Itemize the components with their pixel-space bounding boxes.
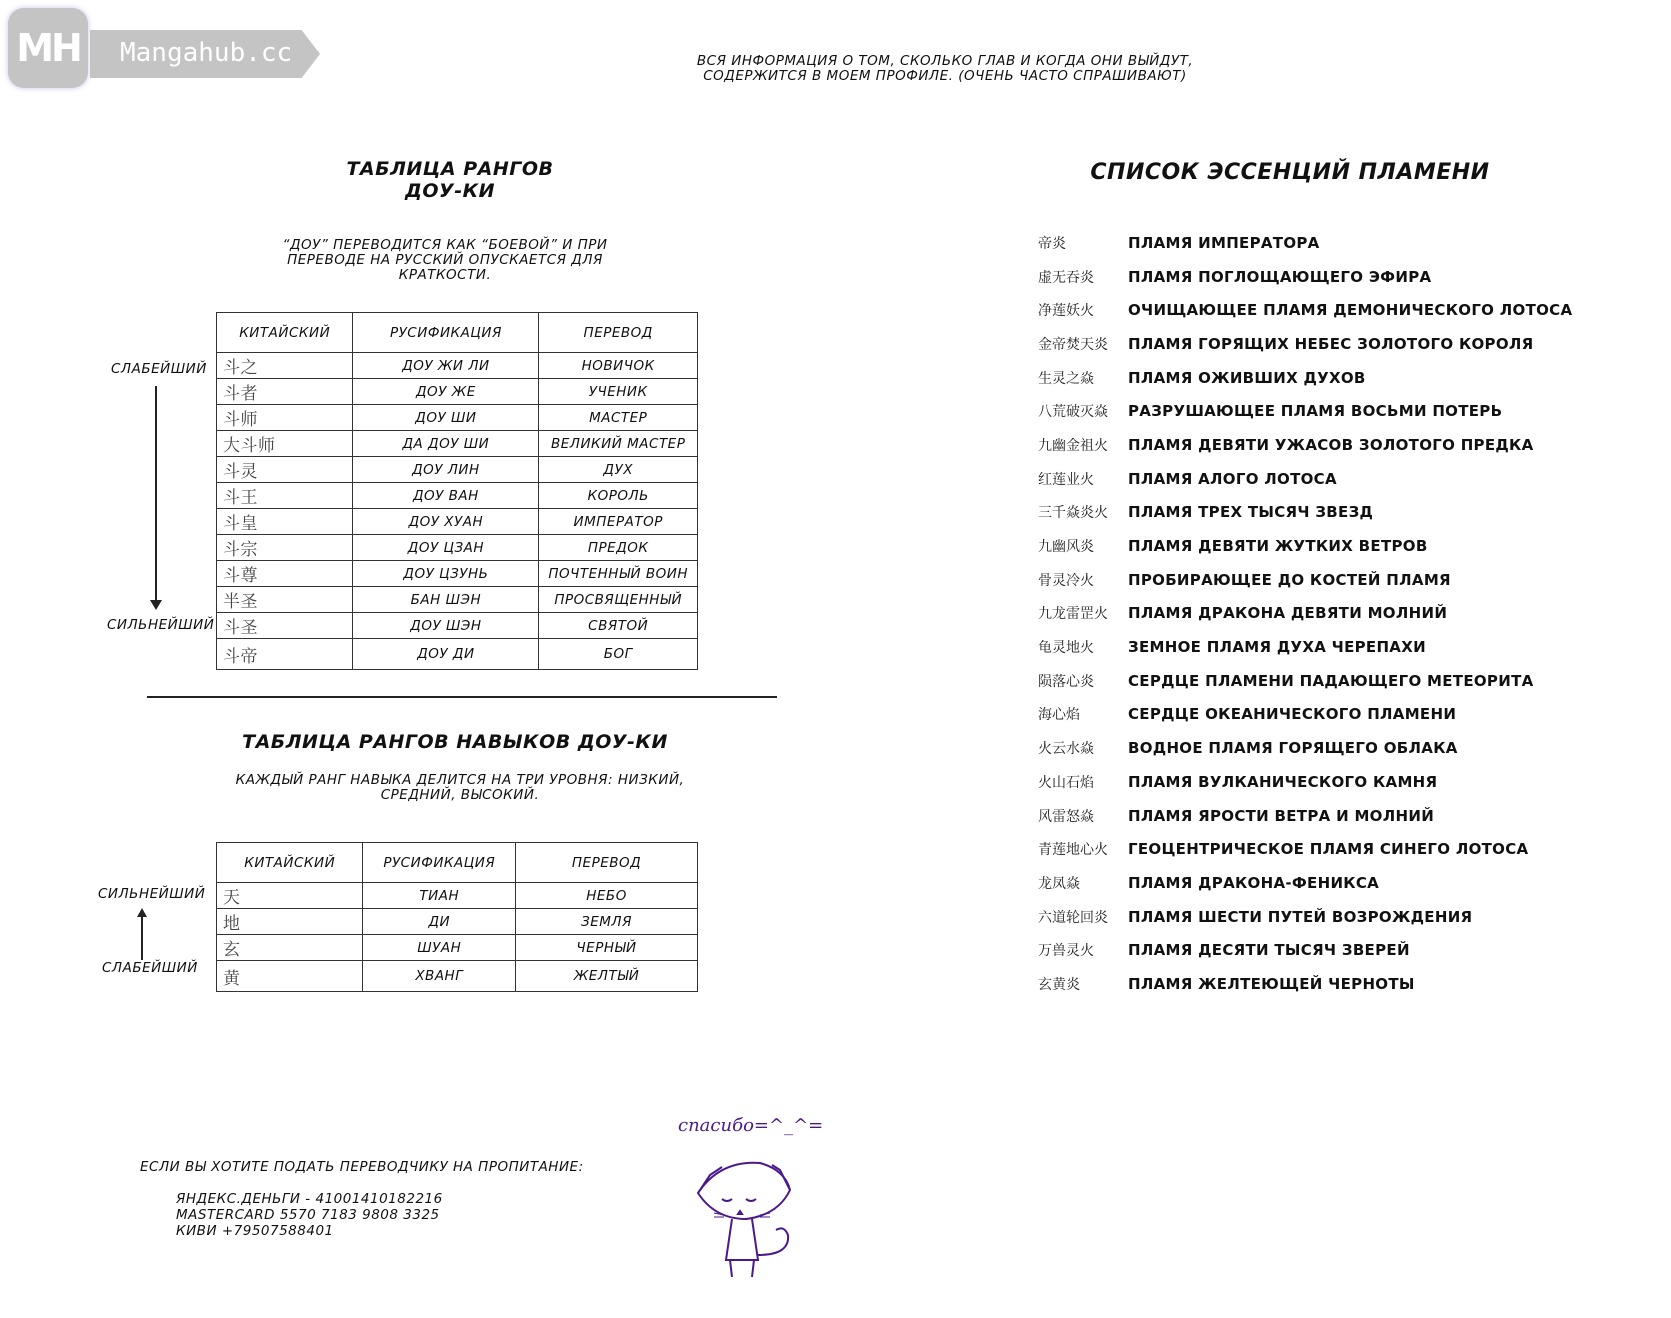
- chinese-cell: 半圣: [217, 587, 353, 613]
- translation-cell: ИМПЕРАТОР: [539, 509, 698, 535]
- flame-russian-name: ГЕОЦЕНТРИЧЕСКОЕ ПЛАМЯ СИНЕГО ЛОТОСА: [1128, 840, 1529, 859]
- note-line: КРАТКОСТИ.: [398, 267, 492, 283]
- flame-list-item: [1038, 597, 1598, 631]
- translation-cell: ДУХ: [539, 457, 698, 483]
- chinese-cell: 斗王: [217, 483, 353, 509]
- translation-cell: МАСТЕР: [539, 405, 698, 431]
- table-row: [217, 883, 698, 909]
- russification-cell: ДОУ ЖИ ЛИ: [353, 353, 539, 379]
- flame-list-item: [1038, 293, 1598, 327]
- column-header: ПЕРЕВОД: [539, 313, 698, 353]
- arrow-down-icon: [150, 600, 162, 610]
- logo-mark: MH: [8, 8, 88, 88]
- russification-cell: ДОУ ЦЗУНЬ: [353, 561, 539, 587]
- flame-chinese-name: 六道轮回炎: [1038, 909, 1108, 926]
- flame-russian-name: ОЧИЩАЮЩЕЕ ПЛАМЯ ДЕМОНИЧЕСКОГО ЛОТОСА: [1128, 301, 1573, 320]
- flame-list-item: [1038, 900, 1598, 934]
- table-row: [217, 405, 698, 431]
- flame-list-item: [1038, 462, 1598, 496]
- flame-list-item: [1038, 731, 1598, 765]
- table-row: [217, 639, 698, 670]
- flame-list-item: [1038, 698, 1598, 732]
- skill-table-title: ТАБЛИЦА РАНГОВ НАВЫКОВ ДОУ-КИ: [242, 731, 668, 753]
- flame-russian-name: ПЛАМЯ ИМПЕРАТОРА: [1128, 233, 1320, 252]
- flames-title: СПИСОК ЭССЕНЦИЙ ПЛАМЕНИ: [1090, 160, 1490, 185]
- flame-chinese-name: 骨灵冷火: [1038, 572, 1094, 589]
- qiwi-number: КИВИ +79507588401: [176, 1223, 334, 1239]
- rank-table-note: [240, 238, 650, 283]
- flame-chinese-name: 九幽风炎: [1038, 539, 1094, 556]
- table-row: [217, 935, 698, 961]
- weakest-label: СЛАБЕЙШИЙ: [111, 361, 207, 377]
- russification-cell: ХВАНГ: [363, 961, 516, 992]
- russification-cell: ДОУ ШИ: [353, 405, 539, 431]
- translation-cell: ЖЕЛТЫЙ: [516, 961, 698, 992]
- translation-cell: ПОЧТЕННЫЙ ВОИН: [539, 561, 698, 587]
- flame-chinese-name: 火云水焱: [1038, 741, 1094, 758]
- flame-chinese-name: 九幽金祖火: [1038, 437, 1108, 454]
- russification-cell: ШУАН: [363, 935, 516, 961]
- flame-list-item: [1038, 866, 1598, 900]
- translation-cell: СВЯТОЙ: [539, 613, 698, 639]
- russification-cell: ДОУ ВАН: [353, 483, 539, 509]
- translation-cell: ЗЕМЛЯ: [516, 909, 698, 935]
- flame-list-item: [1038, 765, 1598, 799]
- flame-chinese-name: 龟灵地火: [1038, 640, 1094, 657]
- table-row: [217, 587, 698, 613]
- table-row: [217, 509, 698, 535]
- flame-chinese-name: 玄黄炎: [1038, 976, 1080, 993]
- flame-chinese-name: 陨落心炎: [1038, 673, 1094, 690]
- top-note-line: ВСЯ ИНФОРМАЦИЯ О ТОМ, СКОЛЬКО ГЛАВ И КОГДА ОНИ ВЫЙДУТ,: [696, 53, 1194, 69]
- rank-table-title-line: ДОУ-КИ: [404, 180, 496, 202]
- flame-russian-name: ПЛАМЯ ДРАКОНА ДЕВЯТИ МОЛНИЙ: [1128, 604, 1448, 623]
- table-row: [217, 353, 698, 379]
- chinese-cell: 天: [217, 883, 363, 909]
- table-row: [217, 613, 698, 639]
- skill-table: [216, 842, 698, 992]
- section-divider: [147, 696, 777, 698]
- russification-cell: ДОУ ЦЗАН: [353, 535, 539, 561]
- arrow-up-line: [141, 915, 143, 960]
- column-header: КИТАЙСКИЙ: [217, 843, 363, 883]
- chinese-cell: 斗师: [217, 405, 353, 431]
- flame-chinese-name: 火山石焰: [1038, 774, 1094, 791]
- russification-cell: ДА ДОУ ШИ: [353, 431, 539, 457]
- flame-list-item: [1038, 361, 1598, 395]
- flame-russian-name: ЗЕМНОЕ ПЛАМЯ ДУХА ЧЕРЕПАХИ: [1128, 638, 1426, 657]
- table-row: [217, 483, 698, 509]
- rank-table-title: [250, 158, 650, 202]
- flame-russian-name: ПЛАМЯ АЛОГО ЛОТОСА: [1128, 469, 1337, 488]
- flame-list-item: [1038, 967, 1598, 1001]
- logo-text: Mangahub.cc: [120, 38, 293, 68]
- column-header: КИТАЙСКИЙ: [217, 313, 353, 353]
- table-header-row: [217, 843, 698, 883]
- flame-russian-name: ПЛАМЯ ШЕСТИ ПУТЕЙ ВОЗРОЖДЕНИЯ: [1128, 907, 1473, 926]
- russification-cell: БАН ШЭН: [353, 587, 539, 613]
- table-row: [217, 457, 698, 483]
- chinese-cell: 斗者: [217, 379, 353, 405]
- note-line: ПЕРЕВОДЕ НА РУССКИЙ ОПУСКАЕТСЯ ДЛЯ: [287, 252, 603, 268]
- flame-chinese-name: 青莲地心火: [1038, 842, 1108, 859]
- translation-cell: ЧЕРНЫЙ: [516, 935, 698, 961]
- flame-chinese-name: 风雷怒焱: [1038, 808, 1094, 825]
- flame-russian-name: ПЛАМЯ ОЖИВШИХ ДУХОВ: [1128, 368, 1366, 387]
- flame-russian-name: ПЛАМЯ ВУЛКАНИЧЕСКОГО КАМНЯ: [1128, 772, 1438, 791]
- cat-icon: [660, 1115, 820, 1285]
- russification-cell: ДОУ ЛИН: [353, 457, 539, 483]
- flame-russian-name: ПЛАМЯ ПОГЛОЩАЮЩЕГО ЭФИРА: [1128, 267, 1432, 286]
- table-row: [217, 561, 698, 587]
- chinese-cell: 斗尊: [217, 561, 353, 587]
- flame-list: [1038, 226, 1598, 1001]
- flame-russian-name: РАЗРУШАЮЩЕЕ ПЛАМЯ ВОСЬМИ ПОТЕРЬ: [1128, 402, 1503, 421]
- flame-list-item: [1038, 226, 1598, 260]
- chinese-cell: 大斗师: [217, 431, 353, 457]
- flame-list-item: [1038, 496, 1598, 530]
- flame-chinese-name: 万兽灵火: [1038, 943, 1094, 960]
- translation-cell: КОРОЛЬ: [539, 483, 698, 509]
- table-row: [217, 379, 698, 405]
- flame-russian-name: ВОДНОЕ ПЛАМЯ ГОРЯЩЕГО ОБЛАКА: [1128, 739, 1458, 758]
- skill-table-note: [190, 773, 730, 803]
- table-row: [217, 961, 698, 992]
- translation-cell: БОГ: [539, 639, 698, 670]
- rank-table-title-line: ТАБЛИЦА РАНГОВ: [346, 158, 554, 180]
- flame-list-item: [1038, 529, 1598, 563]
- russification-cell: ДОУ ХУАН: [353, 509, 539, 535]
- note-line: “ДОУ” ПЕРЕВОДИТСЯ КАК “БОЕВОЙ” И ПРИ: [282, 237, 608, 253]
- flame-chinese-name: 九龙雷罡火: [1038, 606, 1108, 623]
- table-row: [217, 431, 698, 457]
- column-header: ПЕРЕВОД: [516, 843, 698, 883]
- flame-list-item: [1038, 933, 1598, 967]
- chinese-cell: 地: [217, 909, 363, 935]
- flame-chinese-name: 八荒破灭焱: [1038, 404, 1108, 421]
- chinese-cell: 斗宗: [217, 535, 353, 561]
- flame-chinese-name: 帝炎: [1038, 235, 1066, 252]
- flame-chinese-name: 虚无吞炎: [1038, 269, 1094, 286]
- flame-chinese-name: 龙凤焱: [1038, 875, 1080, 892]
- translation-cell: ВЕЛИКИЙ МАСТЕР: [539, 431, 698, 457]
- mastercard-number: MASTERCARD 5570 7183 9808 3325: [176, 1207, 440, 1223]
- arrow-down-line: [155, 386, 157, 606]
- flame-chinese-name: 净莲妖火: [1038, 303, 1094, 320]
- thanks-text: спасибо=^_^=: [678, 1115, 824, 1136]
- flame-russian-name: ПЛАМЯ ДЕВЯТИ УЖАСОВ ЗОЛОТОГО ПРЕДКА: [1128, 435, 1534, 454]
- note-line: СРЕДНИЙ, ВЫСОКИЙ.: [380, 787, 540, 803]
- flame-russian-name: ПРОБИРАЮЩЕЕ ДО КОСТЕЙ ПЛАМЯ: [1128, 570, 1451, 589]
- translation-cell: НЕБО: [516, 883, 698, 909]
- flame-russian-name: ПЛАМЯ ДЕСЯТИ ТЫСЯЧ ЗВЕРЕЙ: [1128, 941, 1410, 960]
- column-header: РУСИФИКАЦИЯ: [363, 843, 516, 883]
- flame-russian-name: ПЛАМЯ ЖЕЛТЕЮЩЕЙ ЧЕРНОТЫ: [1128, 974, 1415, 993]
- strongest-label: СИЛЬНЕЙШИЙ: [98, 886, 206, 902]
- flame-list-item: [1038, 327, 1598, 361]
- flame-chinese-name: 金帝焚天炎: [1038, 336, 1108, 353]
- table-row: [217, 909, 698, 935]
- table-row: [217, 535, 698, 561]
- russification-cell: ДОУ ЖЕ: [353, 379, 539, 405]
- translation-cell: ПРЕДОК: [539, 535, 698, 561]
- chinese-cell: 玄: [217, 935, 363, 961]
- chinese-cell: 斗帝: [217, 639, 353, 670]
- chinese-cell: 黄: [217, 961, 363, 992]
- flame-list-item: [1038, 428, 1598, 462]
- flame-russian-name: ПЛАМЯ ДРАКОНА-ФЕНИКСА: [1128, 873, 1380, 892]
- chinese-cell: 斗之: [217, 353, 353, 379]
- flame-list-item: [1038, 832, 1598, 866]
- yandex-money: ЯНДЕКС.ДЕНЬГИ - 41001410182216: [176, 1191, 443, 1207]
- strongest-label: СИЛЬНЕЙШИЙ: [107, 617, 215, 633]
- translation-cell: УЧЕНИК: [539, 379, 698, 405]
- flame-list-item: [1038, 799, 1598, 833]
- russification-cell: ДОУ ШЭН: [353, 613, 539, 639]
- flame-list-item: [1038, 630, 1598, 664]
- table-header-row: [217, 313, 698, 353]
- russification-cell: ДИ: [363, 909, 516, 935]
- translation-cell: ПРОСВЯЩЕННЫЙ: [539, 587, 698, 613]
- flame-list-item: [1038, 394, 1598, 428]
- flame-russian-name: ПЛАМЯ ТРЕХ ТЫСЯЧ ЗВЕЗД: [1128, 503, 1374, 522]
- flame-chinese-name: 海心焰: [1038, 707, 1080, 724]
- flame-chinese-name: 红莲业火: [1038, 471, 1094, 488]
- flame-chinese-name: 三千焱炎火: [1038, 505, 1108, 522]
- flame-russian-name: ПЛАМЯ ДЕВЯТИ ЖУТКИХ ВЕТРОВ: [1128, 537, 1428, 556]
- top-note: [620, 54, 1270, 84]
- flame-russian-name: ПЛАМЯ ЯРОСТИ ВЕТРА И МОЛНИЙ: [1128, 806, 1435, 825]
- flame-list-item: [1038, 563, 1598, 597]
- column-header: РУСИФИКАЦИЯ: [353, 313, 539, 353]
- russification-cell: ТИАН: [363, 883, 516, 909]
- russification-cell: ДОУ ДИ: [353, 639, 539, 670]
- note-line: КАЖДЫЙ РАНГ НАВЫКА ДЕЛИТСЯ НА ТРИ УРОВНЯ: НИЗКИЙ,: [235, 772, 685, 788]
- weakest-label: СЛАБЕЙШИЙ: [102, 960, 198, 976]
- flame-russian-name: СЕРДЦЕ ПЛАМЕНИ ПАДАЮЩЕГО МЕТЕОРИТА: [1128, 671, 1534, 690]
- flame-list-item: [1038, 664, 1598, 698]
- donation-details: [176, 1191, 443, 1239]
- site-logo[interactable]: [8, 8, 338, 90]
- chinese-cell: 斗皇: [217, 509, 353, 535]
- rank-table: [216, 312, 698, 670]
- top-note-line: СОДЕРЖИТСЯ В МОЕМ ПРОФИЛЕ. (ОЧЕНЬ ЧАСТО СПРАШИВАЮТ): [703, 68, 1187, 84]
- chinese-cell: 斗圣: [217, 613, 353, 639]
- chinese-cell: 斗灵: [217, 457, 353, 483]
- flame-russian-name: СЕРДЦЕ ОКЕАНИЧЕСКОГО ПЛАМЕНИ: [1128, 705, 1457, 724]
- donation-heading: ЕСЛИ ВЫ ХОТИТЕ ПОДАТЬ ПЕРЕВОДЧИКУ НА ПРОПИТАНИЕ:: [140, 1159, 584, 1175]
- translation-cell: НОВИЧОК: [539, 353, 698, 379]
- thanks-cat-illustration: [660, 1115, 824, 1285]
- flame-russian-name: ПЛАМЯ ГОРЯЩИХ НЕБЕС ЗОЛОТОГО КОРОЛЯ: [1128, 334, 1534, 353]
- flame-chinese-name: 生灵之焱: [1038, 370, 1094, 387]
- flame-list-item: [1038, 260, 1598, 294]
